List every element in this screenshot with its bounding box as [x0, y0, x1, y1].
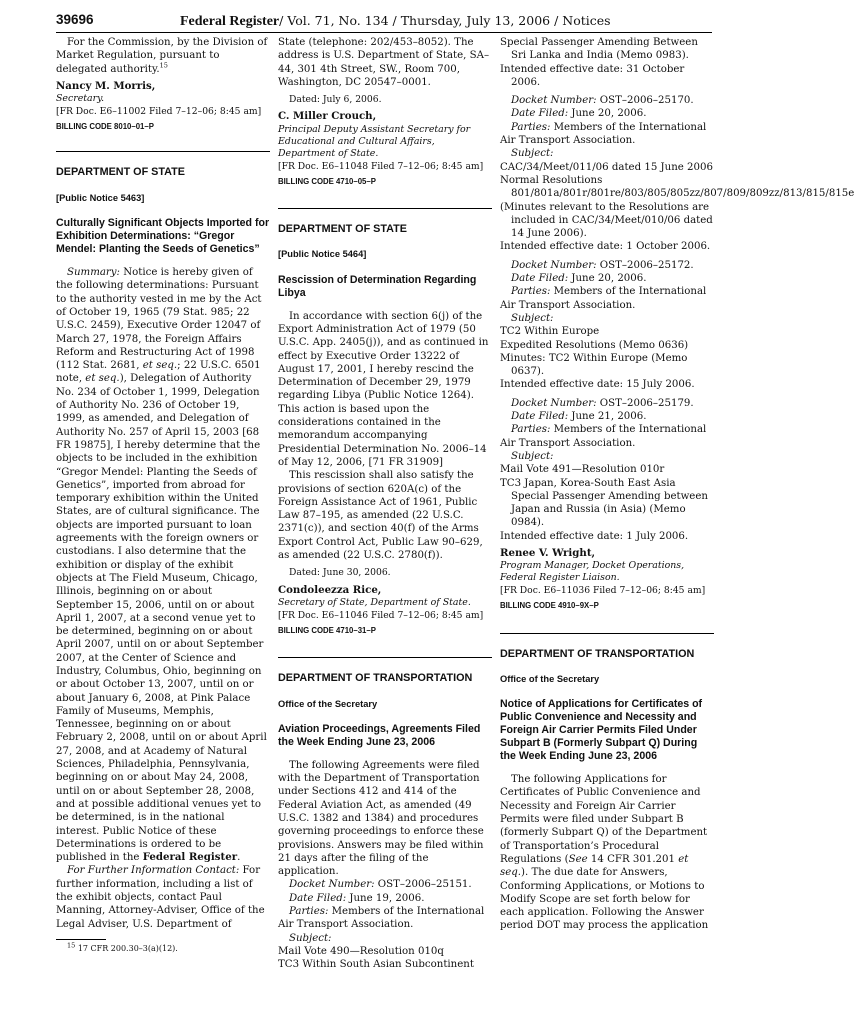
agency-heading: DEPARTMENT OF STATE	[56, 151, 270, 179]
signer-name: Nancy M. Morris,	[56, 79, 156, 92]
summary-label: Summary:	[67, 267, 120, 279]
page-number: 39696	[56, 12, 94, 27]
further-info-paragraph: For Further Information Contact: For further information, including a list of the exhibit objects, contact Paul Manning, Attorney-Adviser, Office of the Legal Adviser, U.S. Department of	[56, 865, 265, 930]
agency-heading: DEPARTMENT OF STATE	[278, 208, 492, 236]
column-1	[56, 36, 270, 955]
running-title	[180, 13, 611, 30]
date-filed-line: Date Filed: June 20, 2006.	[511, 273, 647, 285]
signer-title: Program Manager, Docket Operations, Federal Register Liaison.	[500, 560, 685, 584]
intro-paragraph: For the Commission, by the Division of Market Regulation, pursuant to delegated authority.$^{15}$	[56, 37, 268, 75]
effective-date: Intended effective date: 1 July 2006.	[500, 530, 689, 542]
footnote-rule	[56, 939, 106, 940]
body-paragraph: The following Agreements were filed with the Department of Transportation under Sections 412 and 414 of the Federal Aviation Act, as amended (49 U.S.C. 1382 and 1384) and procedures governing proceedings to enforce these provisions. Answers may be filed within 21 days after the filing of the application.	[278, 759, 484, 878]
date-filed-line: Date Filed: June 19, 2006.	[289, 892, 425, 904]
subject-item: TC3 Within South Asian Subcontinent	[278, 959, 474, 971]
agency-heading: DEPARTMENT OF TRANSPORTATION	[278, 657, 492, 685]
subject-item: (Minutes relevant to the Resolutions are included in CAC/34/Meet/010/06 dated 14 June 2006).	[500, 201, 713, 240]
billing-code: BILLING CODE 8010–01–P	[56, 122, 154, 132]
column-2	[278, 36, 492, 972]
body-paragraph: This rescission shall also satisfy the provisions of section 620A(c) of the Foreign Assistance Act of 1961, Public Law 87–195, as amended (22 U.S.C. 2371(c)), and section 40(f) of the Arms Export Control Act, Public Law 90–629, as amended (22 U.S.C. 2780(f)).	[278, 470, 483, 562]
dated-line: Dated: July 6, 2006.	[289, 94, 382, 106]
body-paragraph: The following Applications for Certificates of Public Convenience and Necessity and Foreign Air Carrier Permits were filed under Subpart B (formerly Subpart Q) of the Department of Transportation’s Procedural Regulations (See 14 CFR 301.201 et seq.). The due date for Answers, Conforming Applications, or Motions to Modify Scope are set forth below for each application. Following the Answer period DOT may process the application	[500, 774, 709, 932]
notice-title: Culturally Significant Objects Imported for Exhibition Determinations: “Gregor Mendel: Planting the Seeds of Genetics”	[56, 217, 270, 256]
docket-line: Docket Number: OST–2006–25151.	[289, 879, 472, 891]
signer-name: Condoleezza Rice,	[278, 583, 382, 596]
subject-item: Normal Resolutions 801/801a/801r/801re/803/805/805zz/807/809/809zz/813/815/815e	[500, 174, 854, 200]
notice-title: Rescission of Determination Regarding Libya	[278, 273, 477, 299]
billing-code: BILLING CODE 4910–9X–P	[500, 601, 599, 611]
parties-line: Parties: Members of the International	[511, 121, 707, 133]
signer-title: Secretary of State, Department of State.	[278, 596, 471, 608]
further-info-label: For Further Information Contact:	[67, 865, 240, 877]
subject-item: Minutes: TC2 Within Europe (Memo 0637).	[500, 352, 688, 378]
parties-continued: Air Transport Association.	[500, 299, 636, 311]
parties-continued: Air Transport Association.	[500, 135, 636, 147]
parties-line: Parties: Members of the International	[511, 424, 707, 436]
billing-code: BILLING CODE 4710–31–P	[278, 625, 376, 635]
footnote-ref: 15	[159, 61, 168, 70]
signer-name: Renee V. Wright,	[500, 546, 596, 559]
office-heading: Office of the Secretary	[278, 698, 378, 709]
dated-line: Dated: June 30, 2006.	[289, 567, 391, 579]
public-notice-number: [Public Notice 5463]	[56, 192, 145, 203]
office-heading: Office of the Secretary	[500, 673, 600, 684]
docket-line: Docket Number: OST–2006–25179.	[511, 397, 694, 409]
body-paragraph: In accordance with section 6(j) of the Export Administration Act of 1979 (50 U.S.C. App. 2405(j)), and as continued in effect by Executive Order 13222 of August 17, 2001, I hereby rescind the Determination of December 29, 1979 regarding Libya (Public Notice 1264). This action is based upon the considerations contained in the memorandum accompanying Presidential Determination No. 2006–14 of May 12, 2006, [71 FR 31909]	[278, 310, 489, 468]
signer-title: Secretary.	[56, 93, 105, 105]
effective-date: Intended effective date: 15 July 2006.	[500, 379, 695, 391]
signer-name: C. Miller Crouch,	[278, 110, 377, 123]
signer-title: Principal Deputy Assistant Secretary for Educational and Cultural Affairs, Department of State.	[278, 123, 471, 159]
docket-line: Docket Number: OST–2006–25170.	[511, 95, 694, 107]
column-3	[500, 36, 854, 933]
page-header	[56, 12, 712, 34]
date-filed-line: Date Filed: June 20, 2006.	[511, 108, 647, 120]
effective-date: Intended effective date: 31 October 2006.	[500, 63, 685, 88]
fr-doc: [FR Doc. E6–11048 Filed 7–12–06; 8:45 am]	[278, 160, 484, 172]
agency-heading: DEPARTMENT OF TRANSPORTATION	[500, 633, 714, 661]
subject-label: Subject:	[511, 312, 554, 324]
fr-doc: [FR Doc. E6–11046 Filed 7–12–06; 8:45 am]	[278, 609, 484, 621]
issue-info: / Vol. 71, No. 134 / Thursday, July 13, 2006 / Notices	[279, 13, 611, 28]
fr-doc: [FR Doc. E6–11036 Filed 7–12–06; 8:45 am]	[500, 585, 706, 597]
date-filed-line: Date Filed: June 21, 2006.	[511, 411, 647, 423]
subject-item: TC3 Japan, Korea-South East Asia Special Passenger Amending between Japan and Russia (in Asia) (Memo 0984).	[500, 477, 708, 529]
notice-title: Aviation Proceedings, Agreements Filed the Week Ending June 23, 2006	[278, 722, 481, 748]
summary-paragraph: Summary: Notice is hereby given of the following determinations: Pursuant to the authority vested in me by the Act of October 19, 1965 (79 Stat. 985; 22 U.S.C. 2459), Executive Order 12047 of March 27, 1978, the Foreign Affairs Reform and Restructuring Act of 1998 (112 Stat. 2681, et seq.; 22 U.S.C. 6501 note, et seq.), Delegation of Authority No. 234 of October 1, 1999, Delegation of Authority No. 236 of October 19, 1999, as amended, and Delegation of Authority No. 257 of April 15, 2003 [68 FR 19875], I hereby determine that the objects to be included in the exhibition “Gregor Mendel: Planting the Seeds of Genetics”, imported from abroad for temporary exhibition within the United States, are of cultural significance. The objects are imported pursuant to loan agreements with the foreign owners or custodians. I also determine that the exhibition or display of the exhibit objects at The Field Museum, Chicago, Illinois, beginning on or about September 15, 2006, until on or about April 1, 2007, at a second venue yet to be determined, beginning on or about April 2007, until on or about September 2007, at the Center of Science and Industry, Columbus, Ohio, beginning on or about October 13, 2007, until on or about January 6, 2008, at Pink Palace Family of Museums, Memphis, Tennessee, beginning on or about February 2, 2008, until on or about April 27, 2008, and at Academy of Natural Sciences, Philadelphia, Pennsylvania, beginning on or about May 24, 2008, until on or about September 28, 2008, and at possible additional venues yet to be determined, is in the national interest. Public Notice of these Determinations is ordered to be published in the Federal Register.	[56, 267, 267, 864]
subject-item: Mail Vote 491—Resolution 010r	[500, 464, 665, 476]
subject-label: Subject:	[289, 932, 332, 944]
subject-item: CAC/34/Meet/011/06 dated 15 June 2006	[500, 161, 713, 173]
continued-paragraph: State (telephone: 202/453–8052). The address is U.S. Department of State, SA–44, 301 4th Street, SW., Room 700, Washington, DC 20547–0001.	[278, 37, 490, 88]
subject-item: Mail Vote 490—Resolution 010q	[278, 945, 444, 957]
subject-label: Subject:	[511, 450, 554, 462]
fr-doc: [FR Doc. E6–11002 Filed 7–12–06; 8:45 am]	[56, 106, 262, 118]
docket-line: Docket Number: OST–2006–25172.	[511, 259, 694, 271]
subject-item: Expedited Resolutions (Memo 0636)	[500, 339, 689, 351]
parties-line: Parties: Members of the International	[289, 906, 485, 918]
public-notice-number: [Public Notice 5464]	[278, 249, 367, 260]
notice-title: Notice of Applications for Certificates of Public Convenience and Necessity and Foreign Air Carrier Permits Filed Under Subpart B (Formerly Subpart Q) During the Week Ending June 23, 2006	[500, 698, 703, 763]
footnote: $^{15}$ 17 CFR 200.30–3(a)(12).	[67, 941, 178, 953]
effective-date: Intended effective date: 1 October 2006.	[500, 241, 711, 253]
parties-continued: Air Transport Association.	[278, 919, 414, 931]
billing-code: BILLING CODE 4710–05–P	[278, 176, 376, 186]
parties-line: Parties: Members of the International	[511, 286, 707, 298]
header-rule	[56, 32, 712, 33]
subject-item: Special Passenger Amending Between Sri Lanka and India (Memo 0983).	[500, 37, 698, 62]
journal-name: Federal Register	[180, 14, 280, 29]
subject-item: TC2 Within Europe	[500, 326, 600, 338]
subject-label: Subject:	[511, 148, 554, 160]
parties-continued: Air Transport Association.	[500, 437, 636, 449]
